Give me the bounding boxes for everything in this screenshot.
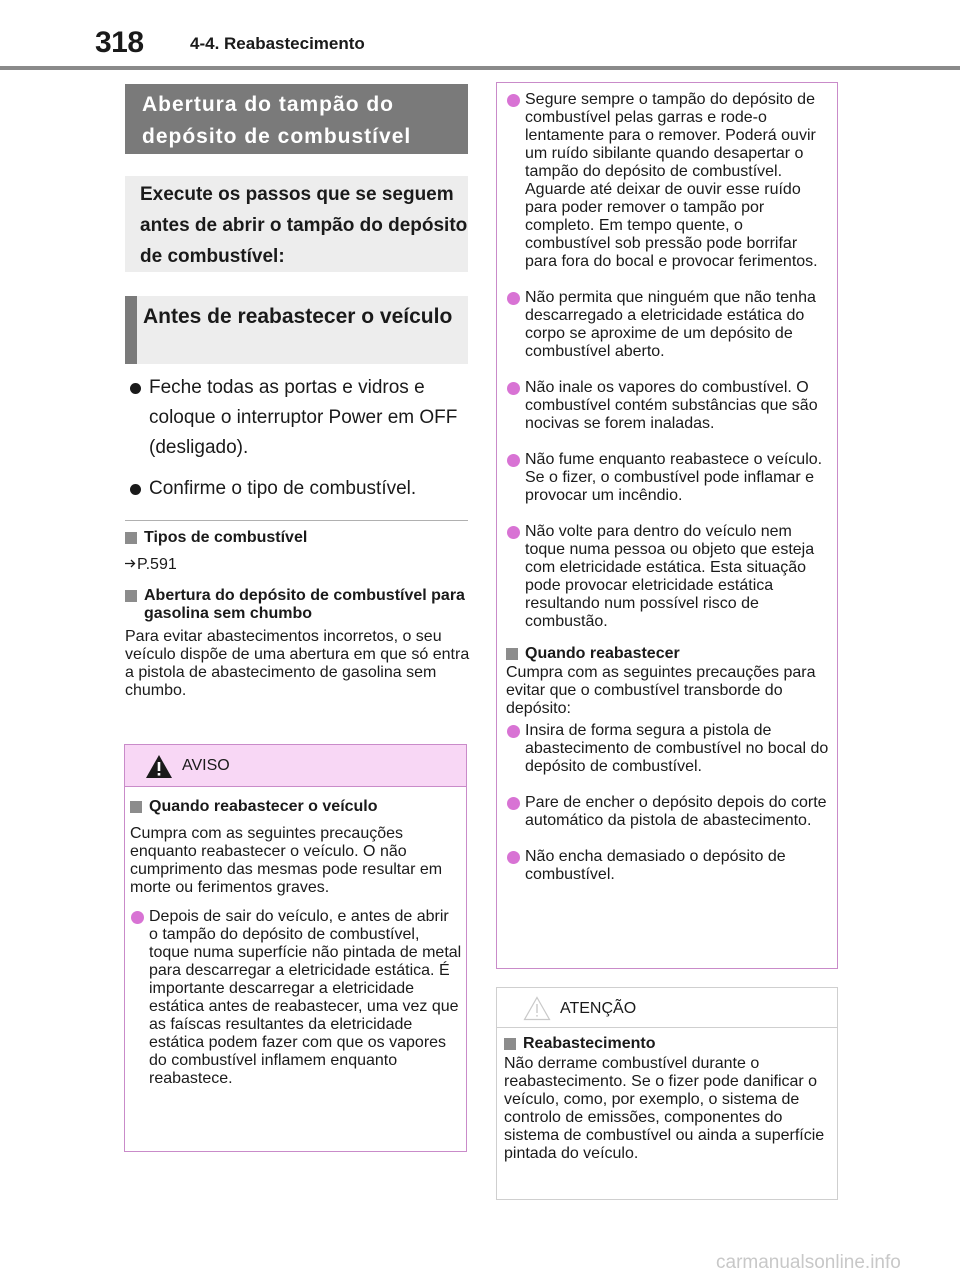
- aviso-intro: Cumpra com as seguintes precauções enquanto reabastecer o veículo. O não cumprimento das mesmas pode resultar em morte ou ferimentos graves.: [130, 825, 443, 896]
- unleaded-heading: Abertura do depósito de combustível para gasolina sem chumbo: [125, 587, 470, 623]
- refuel-item: Pare de encher o depósito depois do corte automático da pistola de abastecimento.: [506, 794, 831, 830]
- atencao-text: Não derrame combustível durante o reabastecimento. Se o fizer pode danificar o veículo, como, por exemplo, o sistema de controlo de emissões, componentes do sistema de combustível ou ainda a superfície pintada do veículo.: [504, 1055, 825, 1162]
- page-number: 318: [95, 26, 144, 59]
- arrow-right-icon: [125, 556, 137, 574]
- aviso-item: Depois de sair do veículo, e antes de abrir o tampão do depósito de combustível, toque numa superfície não pintada de metal para descarregar a eletricidade estática. É importante descarregar a eletricidade estática antes de reabastecer, uma vez que as faíscas resultantes da eletricidade estática podem fazer com que os vapores do combustível inflamem enquanto reabastece.: [130, 908, 462, 1088]
- aviso-heading: Quando reabastecer o veículo: [130, 798, 462, 816]
- refuel-item: Não encha demasiado o depósito de combustível.: [506, 848, 831, 884]
- bullet-list: [125, 373, 470, 515]
- aviso-label: AVISO: [182, 757, 230, 774]
- bullet-item: Feche todas as portas e vidros e coloque o interruptor Power em OFF (desligado).: [125, 373, 470, 463]
- header-divider: [0, 66, 960, 70]
- atencao-heading: Reabastecimento: [504, 1035, 833, 1053]
- atencao-box: [496, 987, 838, 1200]
- unleaded-section: [125, 587, 470, 700]
- divider: [125, 520, 468, 521]
- aviso-box: [124, 744, 467, 1152]
- bullet-item: Confirme o tipo de combustível.: [125, 474, 470, 504]
- subheading: Antes de reabastecer o veículo: [125, 296, 468, 364]
- page-header: [0, 0, 960, 75]
- watermark: carmanualsonline.info: [716, 1252, 901, 1273]
- atencao-header: [497, 988, 837, 1028]
- warning-item: Não volte para dentro do veículo nem toque numa pessoa ou objeto que esteja com eletricidade estática. Esta situação pode provocar eletricidade estática resultando num possível risco de combustão.: [506, 523, 831, 631]
- warning-icon: [145, 754, 173, 784]
- intro-box: Execute os passos que se seguem antes de abrir o tampão do depósito de combustível:: [125, 176, 468, 272]
- page-title: Abertura do tampão do depósito de combustível: [125, 84, 468, 154]
- warning-continued-box: [496, 82, 838, 969]
- page-reference-link[interactable]: P.591: [137, 556, 177, 573]
- warning-item: Não fume enquanto reabastece o veículo. Se o fizer, o combustível pode inflamar e provocar um incêndio.: [506, 451, 831, 505]
- warning-item: Não permita que ninguém que não tenha descarregado a eletricidade estática do corpo se aproxime de um depósito de combustível aberto.: [506, 289, 831, 361]
- atencao-label: ATENÇÃO: [560, 1000, 637, 1017]
- refuel-heading: Quando reabastecer: [506, 645, 831, 663]
- refuel-intro: Cumpra com as seguintes precauções para evitar que o combustível transborde do depósito:: [506, 664, 816, 717]
- refuel-item: Insira de forma segura a pistola de abastecimento de combustível no bocal do depósito de combustível.: [506, 722, 831, 776]
- fuel-types-heading: Tipos de combustível: [125, 529, 470, 547]
- caution-icon: [523, 996, 551, 1026]
- warning-item: Não inale os vapores do combustível. O combustível contém substâncias que são nocivas se forem inaladas.: [506, 379, 831, 433]
- unleaded-text: Para evitar abastecimentos incorretos, o seu veículo dispõe de uma abertura em que só entra a pistola de abastecimento de gasolina sem chumbo.: [125, 628, 470, 699]
- fuel-types-section: [125, 529, 470, 574]
- warning-item: Segure sempre o tampão do depósito de combustível pelas garras e rode-o lentamente para o remover. Poderá ouvir um ruído sibilante quando desapertar o tampão do depósito de combustível. Aguarde até deixar de ouvir esse ruído para poder remover o tampão por completo. Em tempo quente, o combustível sob pressão pode borrifar para fora do bocal e provocar ferimentos.: [506, 91, 831, 271]
- aviso-header: [125, 745, 466, 787]
- section-title: 4-4. Reabastecimento: [190, 34, 365, 53]
